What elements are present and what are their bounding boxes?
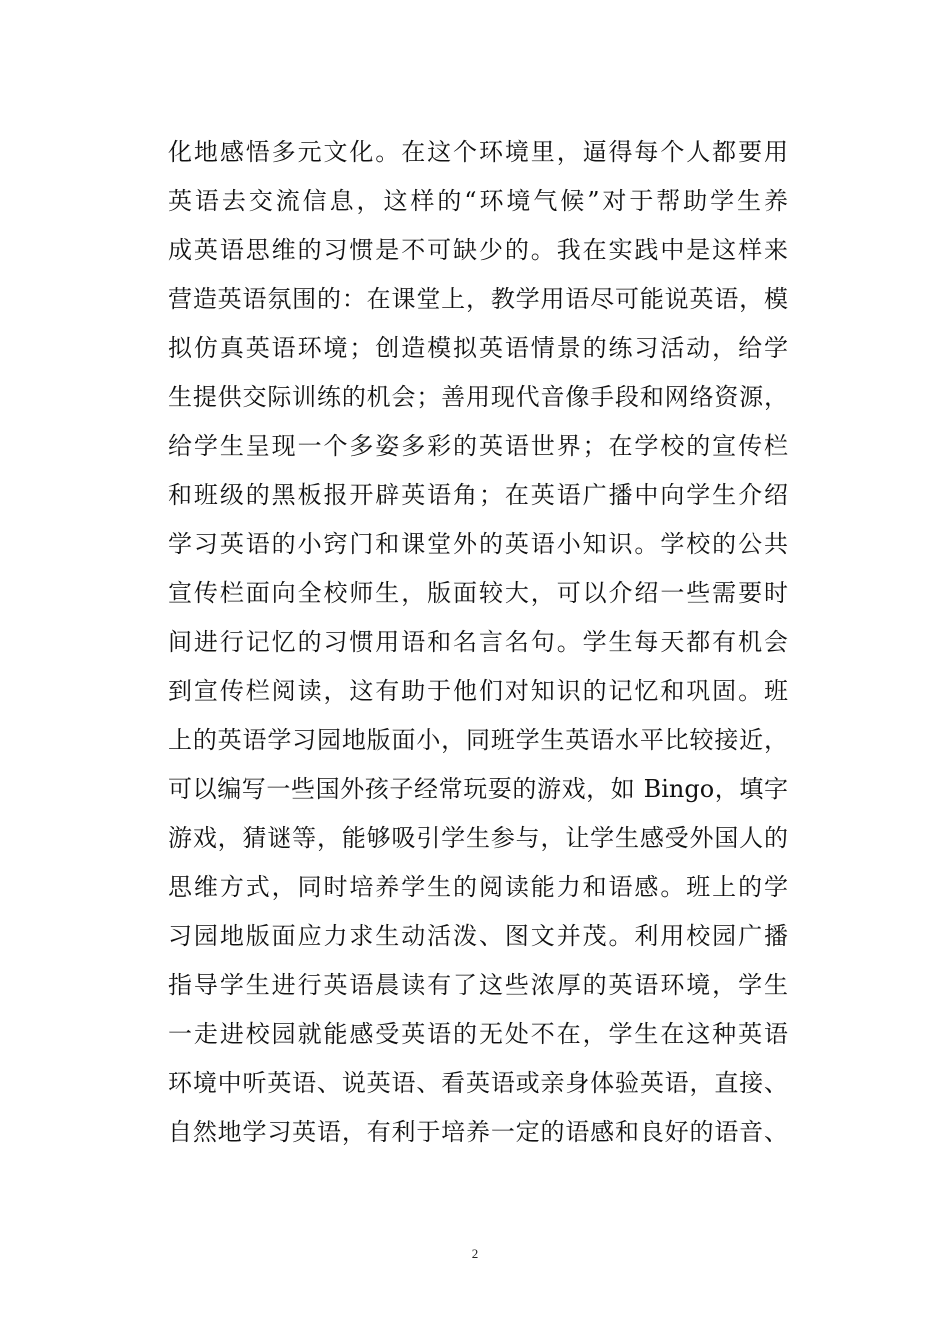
text-line: 自然地学习英语，有利于培养一定的语感和良好的语音、	[168, 1118, 788, 1146]
text-line: 到宣传栏阅读，这有助于他们对知识的记忆和巩固。班	[168, 677, 788, 705]
text-line: 化地感悟多元文化。在这个环境里，逼得每个人都要用	[168, 138, 788, 166]
text-line: 可以编写一些国外孩子经常玩耍的游戏，如 Bingo，填字	[168, 775, 788, 803]
text-line: 和班级的黑板报开辟英语角；在英语广播中向学生介绍	[168, 481, 788, 509]
text-line: 游戏，猜谜等，能够吸引学生参与，让学生感受外国人的	[168, 824, 788, 852]
text-line: 英语去交流信息，这样的“环境气候”对于帮助学生养	[168, 187, 788, 215]
text-line: 宣传栏面向全校师生，版面较大，可以介绍一些需要时	[168, 579, 788, 607]
text-line: 一走进校园就能感受英语的无处不在，学生在这种英语	[168, 1020, 788, 1048]
text-line: 思维方式，同时培养学生的阅读能力和语感。班上的学	[168, 873, 788, 901]
body-paragraph	[168, 128, 788, 1157]
page-number: 2	[471, 1246, 479, 1261]
text-line: 学习英语的小窍门和课堂外的英语小知识。学校的公共	[168, 530, 788, 558]
text-line: 习园地版面应力求生动活泼、图文并茂。利用校园广播	[168, 922, 788, 950]
text-line: 成英语思维的习惯是不可缺少的。我在实践中是这样来	[168, 236, 788, 264]
text-line: 环境中听英语、说英语、看英语或亲身体验英语，直接、	[168, 1069, 788, 1097]
text-line: 给学生呈现一个多姿多彩的英语世界；在学校的宣传栏	[168, 432, 788, 460]
text-line: 上的英语学习园地版面小，同班学生英语水平比较接近，	[168, 726, 788, 754]
text-line: 指导学生进行英语晨读有了这些浓厚的英语环境，学生	[168, 971, 788, 999]
text-line: 营造英语氛围的：在课堂上，教学用语尽可能说英语，模	[168, 285, 788, 313]
text-line: 生提供交际训练的机会；善用现代音像手段和网络资源，	[168, 383, 788, 411]
text-line: 拟仿真英语环境；创造模拟英语情景的练习活动，给学	[168, 334, 788, 362]
text-line: 间进行记忆的习惯用语和名言名句。学生每天都有机会	[168, 628, 788, 656]
